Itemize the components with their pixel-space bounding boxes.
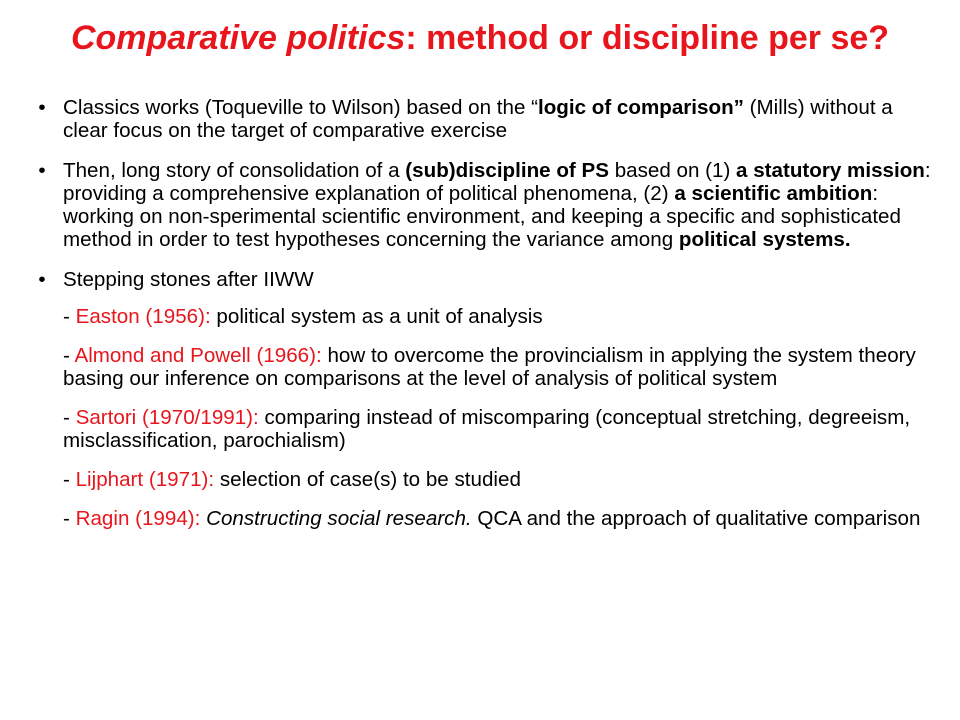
bullet-text: : working on non-sperimental scientific environment, and keeping a specific and sophisticated method in order to test hypotheses concerning the variance among [63, 182, 901, 251]
bullet-dot-icon: • [38, 96, 46, 119]
stone-dash: - [63, 406, 76, 429]
stone-text: selection of case(s) to be studied [214, 468, 521, 491]
stone-dash: - [63, 468, 76, 491]
stepping-stone-item [35, 406, 935, 452]
stepping-stone-item [35, 468, 935, 491]
stone-text: political system as a unit of analysis [210, 305, 543, 328]
bullet-text: Classics works (Toqueville to Wilson) based on the “ [63, 96, 538, 119]
bullet-text: Stepping stones after IIWW [63, 268, 314, 291]
stone-text: QCA and the approach of qualitative comparison [471, 507, 921, 530]
stepping-stone-item [35, 344, 935, 390]
bullet-text: : providing a comprehensive explanation of political phenomena, (2) [63, 159, 931, 205]
slide-body [35, 96, 935, 546]
bullet-text: (Mills) without a clear focus on the target of comparative exercise [63, 96, 893, 142]
stone-author: Almond and Powell (1966): [74, 344, 322, 367]
title-rest-part: : method or discipline per se? [405, 19, 890, 57]
bullet-text: Then, long story of consolidation of a [63, 159, 406, 182]
stone-author: Lijphart (1971): [75, 468, 215, 491]
bullet-text-bold: a scientific ambition [674, 182, 873, 205]
bullet-item [35, 159, 935, 251]
slide-title [20, 18, 940, 59]
stepping-stone-item [35, 305, 935, 328]
stone-author: Ragin (1994): [75, 507, 201, 530]
bullet-text-bold: a statutory mission [736, 159, 925, 182]
bullet-text-bold: (sub)discipline of PS [405, 159, 609, 182]
stone-author: Sartori (1970/1991): [75, 406, 259, 429]
bullet-text: based on (1) [608, 159, 737, 182]
bullet-item [35, 96, 935, 142]
stepping-stone-item [35, 507, 935, 530]
stone-text: how to overcome the provincialism in applying the system theory basing our inference on comparisons at the level of analysis of political system [63, 344, 916, 390]
bullet-text-bold: logic of comparison” [537, 96, 744, 119]
stone-text: comparing instead of miscomparing (conceptual stretching, degreeism, misclassification, parochialism) [63, 406, 911, 452]
bullet-text-bold: political systems. [678, 228, 851, 251]
bullet-item [35, 268, 935, 291]
stone-dash: - [63, 305, 76, 328]
bullet-dot-icon: • [38, 159, 46, 182]
title-italic-part: Comparative politics [70, 19, 406, 57]
stone-dash: - [63, 507, 76, 530]
stone-author: Easton (1956): [75, 305, 211, 328]
stone-text-italic: Constructing social research. [200, 507, 472, 530]
stone-dash: - [63, 344, 75, 367]
bullet-dot-icon: • [38, 268, 46, 291]
